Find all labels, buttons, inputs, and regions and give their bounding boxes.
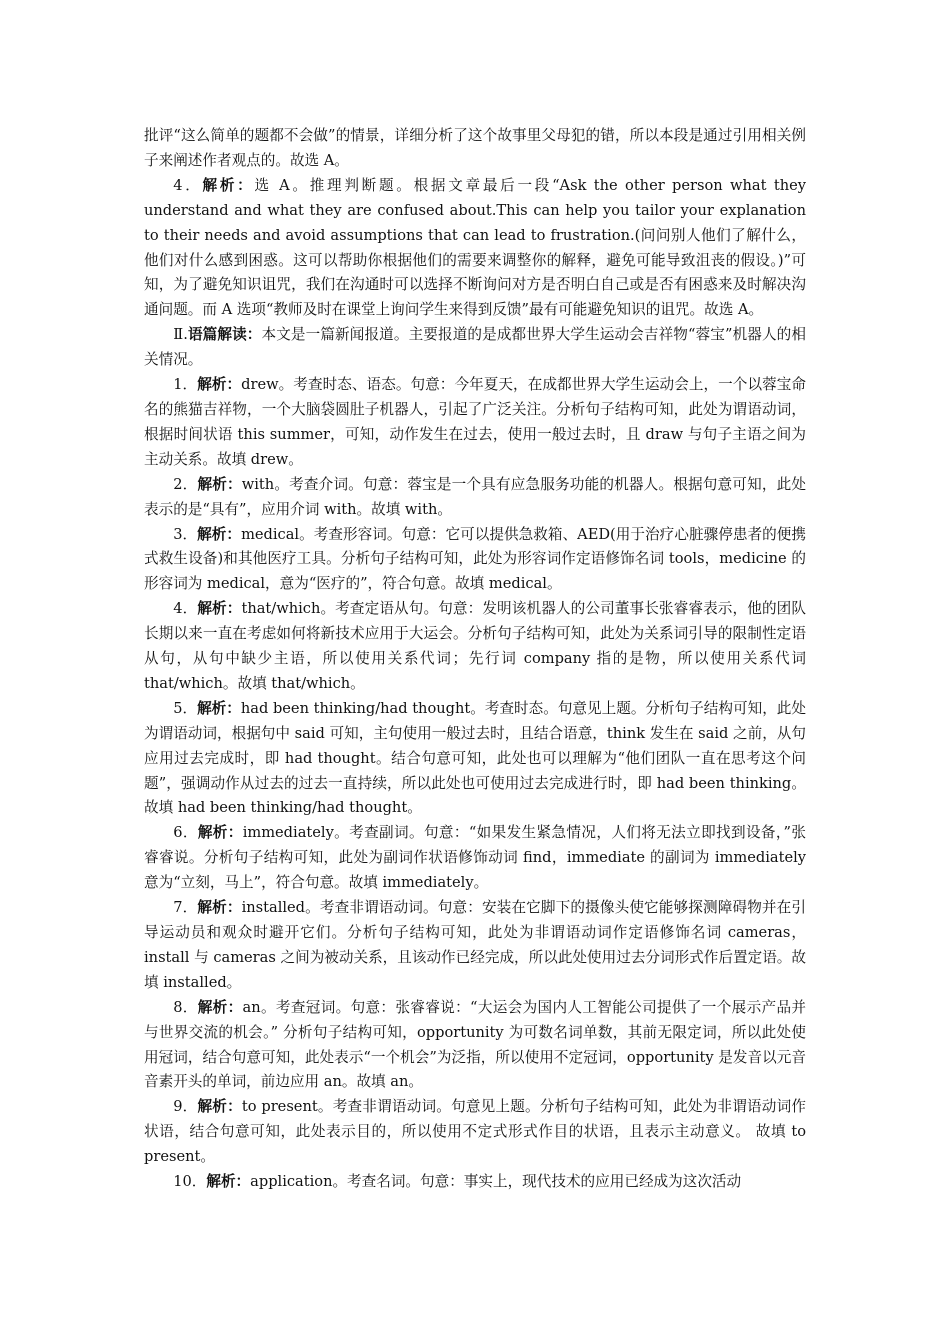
item-number: 3． [173, 525, 198, 543]
analysis-label: 解析： [197, 475, 242, 493]
item-number: 8． [173, 998, 198, 1016]
item-number: 7． [173, 899, 198, 917]
answer-item-3 [144, 523, 806, 598]
analysis-label: 解析： [197, 525, 242, 543]
answer-item-2 [144, 473, 806, 523]
section-number: Ⅱ. [173, 326, 188, 344]
paragraph-text: with。考查介词。句意：蓉宝是一个具有应急服务功能的机器人。根据句意可知，此处表示的是“具有”，应用介词 with。故填 with。 [144, 475, 806, 518]
paragraph-text: drew。考查时态、语态。句意：今年夏天，在成都世界大学生运动会上，一个以蓉宝命名的熊猫吉祥物，一个大脑袋圆肚子机器人，引起了广泛关注。分析句子结构可知，此处为谓语动词，根据时间状语 this summer，可知，动作发生在过去，使用一般过去时，且 draw 与句子主语之间为主动关系。故填 drew。 [144, 376, 806, 468]
paragraph-text: 选 A。推理判断题。根据文章最后一段“Ask the other person what they understand and what they are confused about.This can help you tailor your explanation to their needs and avoid assumptions that can lead to frustration.(问问别人他们了解什么，他们对什么感到困惑。这可以帮助你根据他们的需要来调整你的解释，避免可能导致沮丧的假设。)”可知，为了避免知识诅咒，我们在沟通时可以选择不断询问对方是否明白自己或是否有困惑来及时解决沟通问题。而 A 选项“教师及时在课堂上询问学生来得到反馈”最有可能避免知识的诅咒。故选 A。 [144, 176, 806, 319]
answer-item-7 [144, 896, 806, 996]
answer-item-10 [144, 1170, 806, 1195]
paragraph-text: application。考查名词。句意：事实上，现代技术的应用已经成为这次活动 [250, 1173, 742, 1191]
answer-item-5 [144, 697, 806, 822]
answer-item-1 [144, 373, 806, 473]
analysis-label: 解析： [202, 176, 255, 194]
item-number: 10． [173, 1173, 207, 1191]
analysis-label: 解析： [206, 1173, 251, 1191]
paragraph-text: 批评“这么简单的题都不会做”的情景，详细分析了这个故事里父母犯的错，所以本段是通过引用相关例子来阐述作者观点的。故选 A。 [144, 127, 806, 169]
passage-label: 语篇解读： [187, 326, 262, 344]
passage-reading [144, 323, 806, 373]
paragraph-text: medical。考查形容词。句意：它可以提供急救箱、AED(用于治疗心脏骤停患者的便携式救生设备)和其他医疗工具。分析句子结构可知，此处为形容词作定语修饰名词 tools，medicine 的形容词为 medical，意为“医疗的”，符合句意。故填 medical。 [144, 525, 806, 593]
paragraph-text: that/which。考查定语从句。句意：发明该机器人的公司董事长张睿睿表示，他的团队长期以来一直在考虑如何将新技术应用于大运会。分析句子结构可知，此处为关系词引导的限制性定语从句，从句中缺少主语，所以使用关系代词；先行词 company 指的是物，所以使用关系代词 that/which。故填 that/which。 [144, 600, 806, 692]
analysis-label: 解析： [197, 899, 242, 917]
paragraph-text: had been thinking/had thought。考查时态。句意见上题。分析句子结构可知，此处为谓语动词，根据句中 said 可知，主句使用一般过去时，且结合语意，think 发生在 said 之前，从句应用过去完成时，即 had thought。结合句意可知，此处也可以理解为“他们团队一直在思考这个问题”，强调动作从过去的过去一直持续，所以此处也可使用过去完成进行时，即 had been thinking。故填 had been thinking/had thought。 [144, 699, 806, 817]
paragraph-text: an。考查冠词。句意：张睿睿说：“大运会为国内人工智能公司提供了一个展示产品并与世界交流的机会。” 分析句子结构可知，opportunity 为可数名词单数，其前无限定词，所以此处使用冠词，结合句意可知，此处表示“一个机会”为泛指，所以使用不定冠词，opportunity 是发音以元音音素开头的单词，前边应用 an。故填 an。 [144, 998, 806, 1091]
item-number: 9． [173, 1098, 198, 1116]
item-number: 4． [173, 176, 203, 194]
answer-item-6 [144, 821, 806, 896]
answer-item-8 [144, 996, 806, 1096]
answer-item-4 [144, 174, 806, 323]
answer-item-9 [144, 1095, 806, 1170]
item-number: 2． [173, 475, 198, 493]
paragraph-text: installed。考查非谓语动词。句意：安装在它脚下的摄像头使它能够探测障碍物并在引导运动员和观众时避开它们。分析句子结构可知，此处为非谓语动词作定语修饰名词 cameras，install 与 cameras 之间为被动关系，且该动作已经完成，所以此处使用过去分词形式作后置定语。故填 installed。 [144, 899, 806, 991]
item-number: 5． [173, 699, 198, 717]
item-number: 6． [173, 824, 198, 842]
answer-item-4b [144, 597, 806, 697]
item-number: 1． [173, 376, 198, 394]
analysis-label: 解析： [197, 1098, 242, 1116]
analysis-label: 解析： [197, 824, 243, 842]
document-page [144, 124, 806, 1195]
paragraph-text: immediately。考查副词。句意：“如果发生紧急情况，人们将无法立即找到设备，”张睿睿说。分析句子结构可知，此处为副词作状语修饰动词 find，immediate 的副词为 immediately 意为“立刻，马上”，符合句意。故填 immediately。 [144, 824, 806, 892]
item-number: 4． [173, 600, 198, 618]
analysis-label: 解析： [197, 699, 241, 717]
analysis-label: 解析： [197, 998, 243, 1016]
paragraph-continuation [144, 124, 806, 174]
analysis-label: 解析： [197, 600, 242, 618]
paragraph-text: 本文是一篇新闻报道。主要报道的是成都世界大学生运动会吉祥物“蓉宝”机器人的相关情况。 [144, 326, 806, 369]
paragraph-text: to present。考查非谓语动词。句意见上题。分析句子结构可知，此处为非谓语动词作状语，结合句意可知，此处表示目的，所以使用不定式形式作目的状语，且表示主动意义。 故填 to present。 [144, 1098, 806, 1166]
analysis-label: 解析： [197, 376, 242, 394]
